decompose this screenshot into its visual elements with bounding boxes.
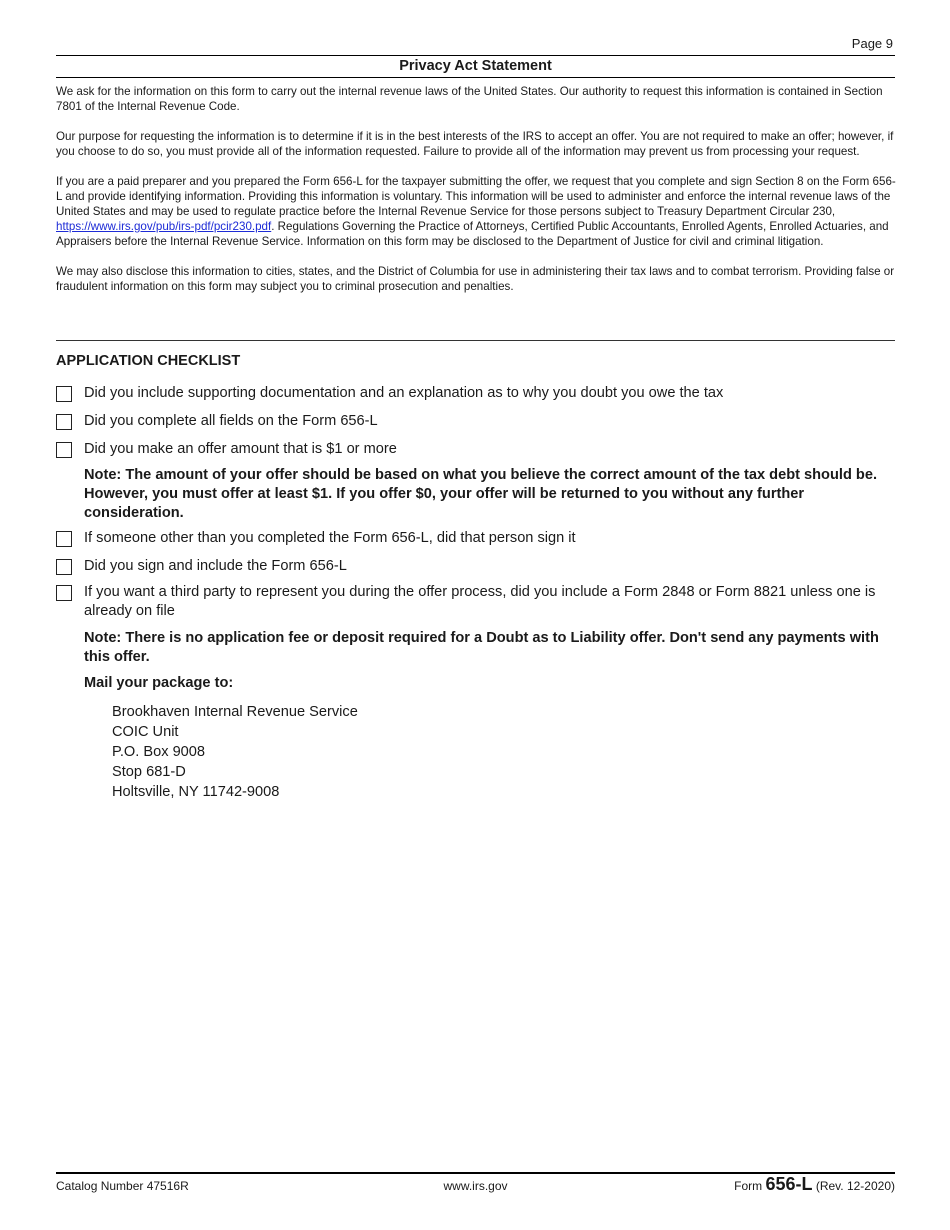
privacy-paragraph-3 — [56, 174, 896, 249]
privacy-paragraph-4: We may also disclose this information to cities, states, and the District of Columbia for use in administering their tax laws and to combat terrorism. Providing false or fraudulent information on this form may subject you to criminal prosecution and penalties. — [56, 265, 895, 293]
privacy-paragraph-3-text-a: If you are a paid preparer and you prepared the Form 656-L for the taxpayer submitting the offer, we request that you complete and sign Section 8 on the Form 656-L and provide identifying information. Providing this information is voluntary. This information will be used to administer and enforce the internal revenue laws of the United States and may be used to regulate practice before the Internal Revenue Service for those persons subject to Treasury Department Circular 230, — [56, 175, 896, 218]
address-line: Brookhaven Internal Revenue Service — [112, 704, 358, 720]
checklist-item-label: Did you complete all fields on the Form 656-L — [84, 413, 378, 429]
privacy-paragraph-1: We ask for the information on this form to carry out the internal revenue laws of the United States. Our authority to request this information is contained in Section 7801 of the Internal Revenue Code. — [56, 85, 883, 113]
checkbox[interactable] — [56, 442, 72, 458]
header-rule-top — [56, 55, 895, 56]
form-number: 656-L — [765, 1174, 813, 1194]
header-rule-bottom — [56, 77, 895, 78]
mail-heading: Mail your package to: — [84, 675, 234, 691]
address-line: P.O. Box 9008 — [112, 744, 206, 760]
mailing-address — [112, 702, 358, 802]
privacy-title: Privacy Act Statement — [399, 58, 552, 74]
website: www.irs.gov — [443, 1179, 508, 1193]
address-line: Holtsville, NY 11742-9008 — [112, 784, 280, 800]
checklist-heading: APPLICATION CHECKLIST — [56, 353, 241, 369]
circular-230-link[interactable]: https://www.irs.gov/pub/irs-pdf/pcir230.pdf — [56, 220, 272, 233]
checklist-item-offer-amount[interactable] — [56, 440, 896, 459]
checklist-item-label: If someone other than you completed the Form 656-L, did that person sign it — [84, 530, 576, 546]
checklist-item-label: Did you include supporting documentation and an explanation as to why you doubt you owe the tax — [84, 385, 724, 401]
privacy-statement — [56, 84, 896, 309]
address-line: Stop 681-D — [112, 764, 186, 780]
privacy-paragraph-3-text-b: . Regulations Governing the Practice of Attorneys, Certified Public Accountants, Enrolled Agents, Enrolled Actuaries, and Appraisers before the Internal Revenue Service. Information on this form may be disclosed to the Department of Justice for civil and criminal litigation. — [56, 220, 889, 248]
checkbox[interactable] — [56, 386, 72, 402]
catalog-number: Catalog Number 47516R — [56, 1179, 189, 1193]
checklist-item-documentation[interactable] — [56, 384, 896, 403]
checkbox[interactable] — [56, 585, 72, 601]
privacy-paragraph-2: Our purpose for requesting the information is to determine if it is in the best interests of the IRS to accept an offer. You are not required to make an offer; however, if you choose to do so, you must provide all of the information requested. Failure to provide all of the information may prevent us from processing your request. — [56, 130, 894, 158]
checklist-item-label: If you want a third party to represent you during the offer process, did you include a Form 2848 or Form 8821 unless one is already on file — [84, 584, 876, 619]
checklist-item-fields[interactable] — [56, 412, 896, 431]
checklist-item-label: Did you sign and include the Form 656-L — [84, 558, 347, 574]
checklist-item-signed[interactable] — [56, 557, 896, 576]
offer-amount-note: Note: The amount of your offer should be based on what you believe the correct amount of the tax debt should be. However, you must offer at least $1. If you offer $0, your offer will be returned to you without any further consideration. — [84, 467, 877, 521]
checklist-item-label: Did you make an offer amount that is $1 or more — [84, 441, 397, 457]
form-identifier — [734, 1174, 895, 1195]
address-line: COIC Unit — [112, 724, 179, 740]
form-revision: (Rev. 12-2020) — [812, 1179, 895, 1193]
form-prefix: Form — [734, 1179, 766, 1193]
page-number: Page 9 — [851, 36, 893, 51]
checklist-item-preparer-signed[interactable] — [56, 529, 896, 548]
section-divider — [56, 340, 895, 341]
checklist-item-third-party[interactable] — [56, 583, 896, 621]
checkbox[interactable] — [56, 531, 72, 547]
checkbox[interactable] — [56, 559, 72, 575]
application-fee-note: Note: There is no application fee or deposit required for a Doubt as to Liability offer. Don't send any payments with this offer. — [84, 630, 879, 665]
checkbox[interactable] — [56, 414, 72, 430]
